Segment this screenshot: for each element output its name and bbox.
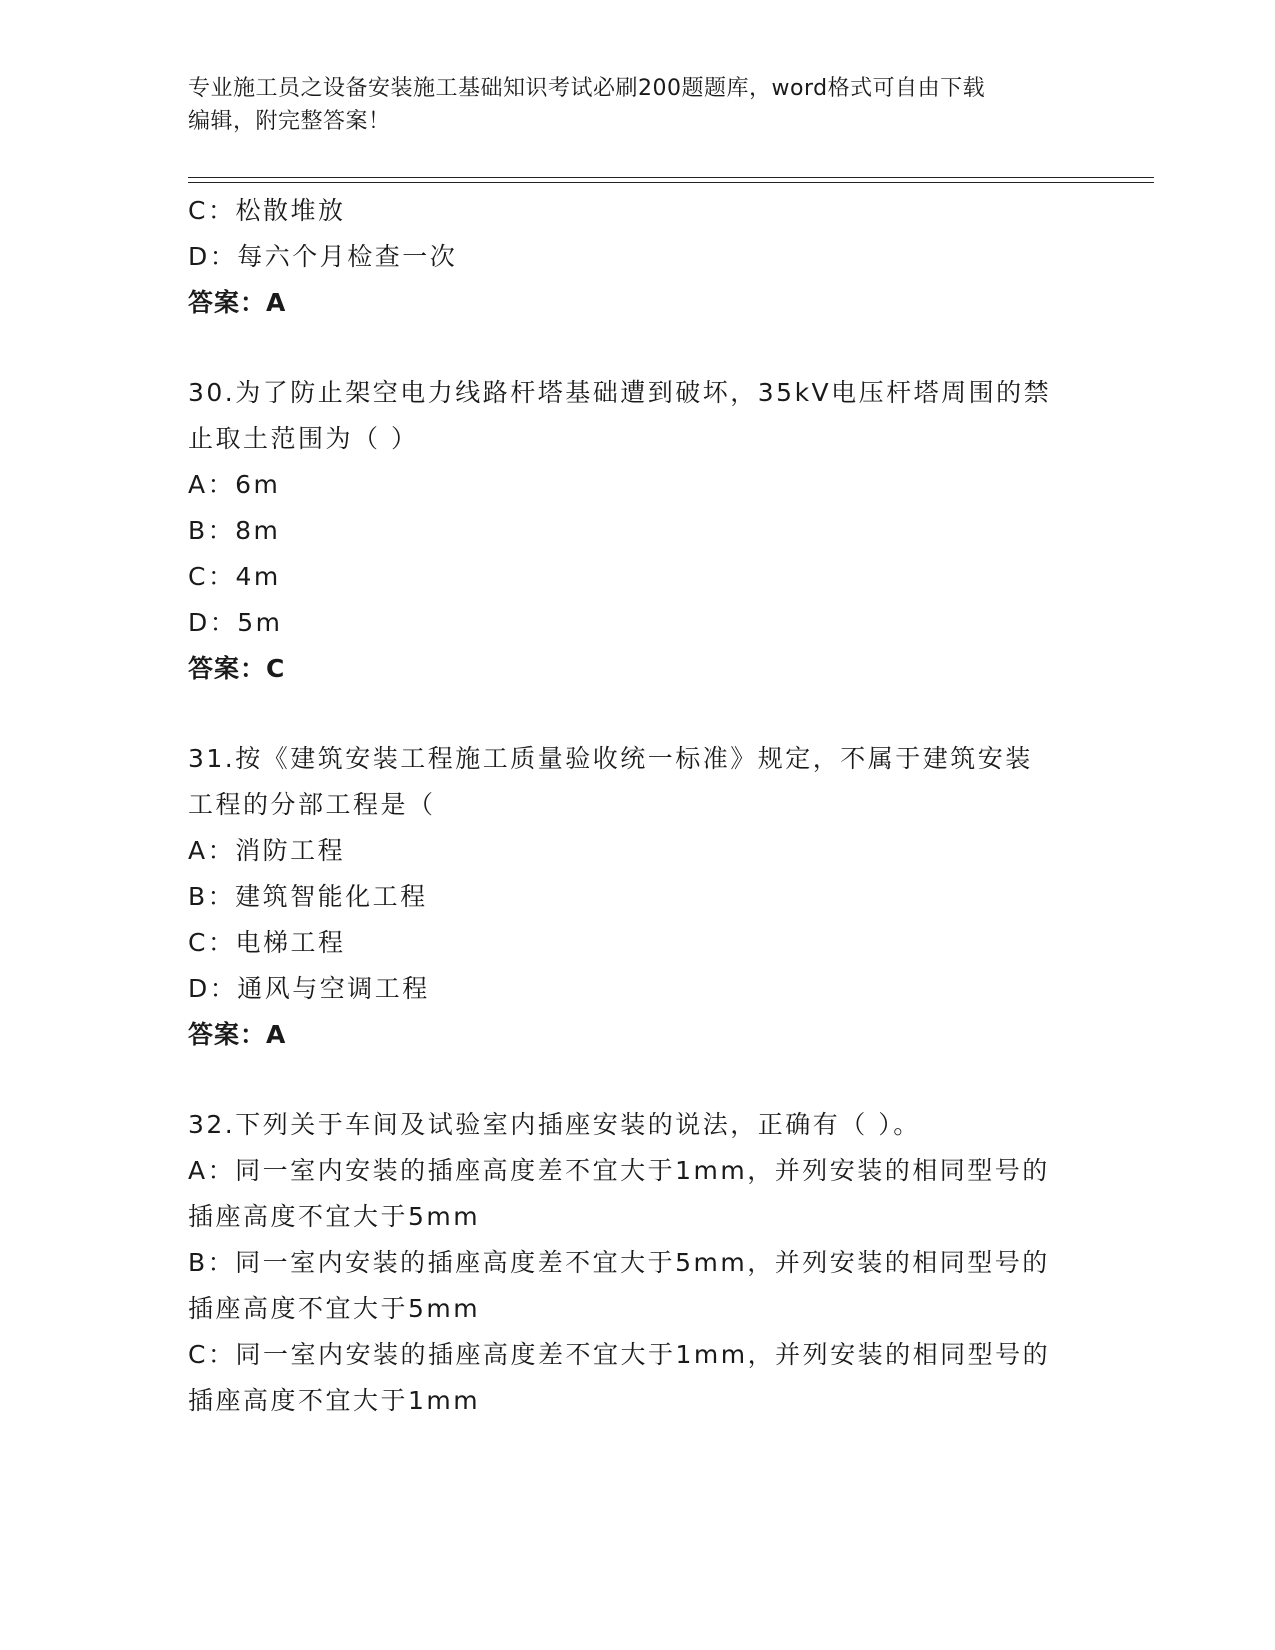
question-stem-continued: 止取土范围为（ ）: [188, 424, 419, 453]
answer-line: 答案：A: [188, 288, 287, 317]
question-32: [188, 1102, 1088, 1424]
option-d: D：每六个月检查一次: [188, 242, 458, 271]
question-31: [188, 736, 1088, 1058]
spacer: [188, 692, 1088, 736]
page-header: [188, 72, 1088, 138]
question-stem: 30.为了防止架空电力线路杆塔基础遭到破坏，35kV电压杆塔周围的禁: [188, 378, 1052, 407]
option-b: B：同一室内安装的插座高度差不宜大于5mm，并列安装的相同型号的: [188, 1248, 1050, 1277]
option-c: C：4m: [188, 562, 281, 591]
header-title-line-1: 专业施工员之设备安装施工基础知识考试必刷200题题库，word格式可自由下载: [188, 76, 986, 101]
question-content: [188, 188, 1088, 1424]
option-c: C：松散堆放: [188, 196, 346, 225]
option-a: A：消防工程: [188, 836, 346, 865]
option-a: A：同一室内安装的插座高度差不宜大于1mm，并列安装的相同型号的: [188, 1156, 1050, 1185]
header-title-line-2: 编辑，附完整答案！: [188, 109, 391, 134]
option-b-continued: 插座高度不宜大于5mm: [188, 1294, 481, 1323]
option-a-continued: 插座高度不宜大于5mm: [188, 1202, 481, 1231]
question-stem-continued: 工程的分部工程是（: [188, 790, 436, 819]
question-stem: 31.按《建筑安装工程施工质量验收统一标准》规定，不属于建筑安装: [188, 744, 1033, 773]
option-d: D：5m: [188, 608, 283, 637]
answer-line: 答案：C: [188, 654, 286, 683]
option-b: B：建筑智能化工程: [188, 882, 428, 911]
answer-line: 答案：A: [188, 1020, 287, 1049]
option-c: C：同一室内安装的插座高度差不宜大于1mm，并列安装的相同型号的: [188, 1340, 1051, 1369]
option-a: A：6m: [188, 470, 281, 499]
header-divider-bottom: [188, 182, 1154, 183]
spacer: [188, 326, 1088, 370]
option-c: C：电梯工程: [188, 928, 346, 957]
question-29-tail: [188, 188, 1088, 326]
option-d: D：通风与空调工程: [188, 974, 430, 1003]
option-c-continued: 插座高度不宜大于1mm: [188, 1386, 481, 1415]
header-divider-top: [188, 177, 1154, 178]
question-30: [188, 370, 1088, 692]
spacer: [188, 1058, 1088, 1102]
option-b: B：8m: [188, 516, 281, 545]
question-stem: 32.下列关于车间及试验室内插座安装的说法，正确有（ ）。: [188, 1110, 921, 1139]
